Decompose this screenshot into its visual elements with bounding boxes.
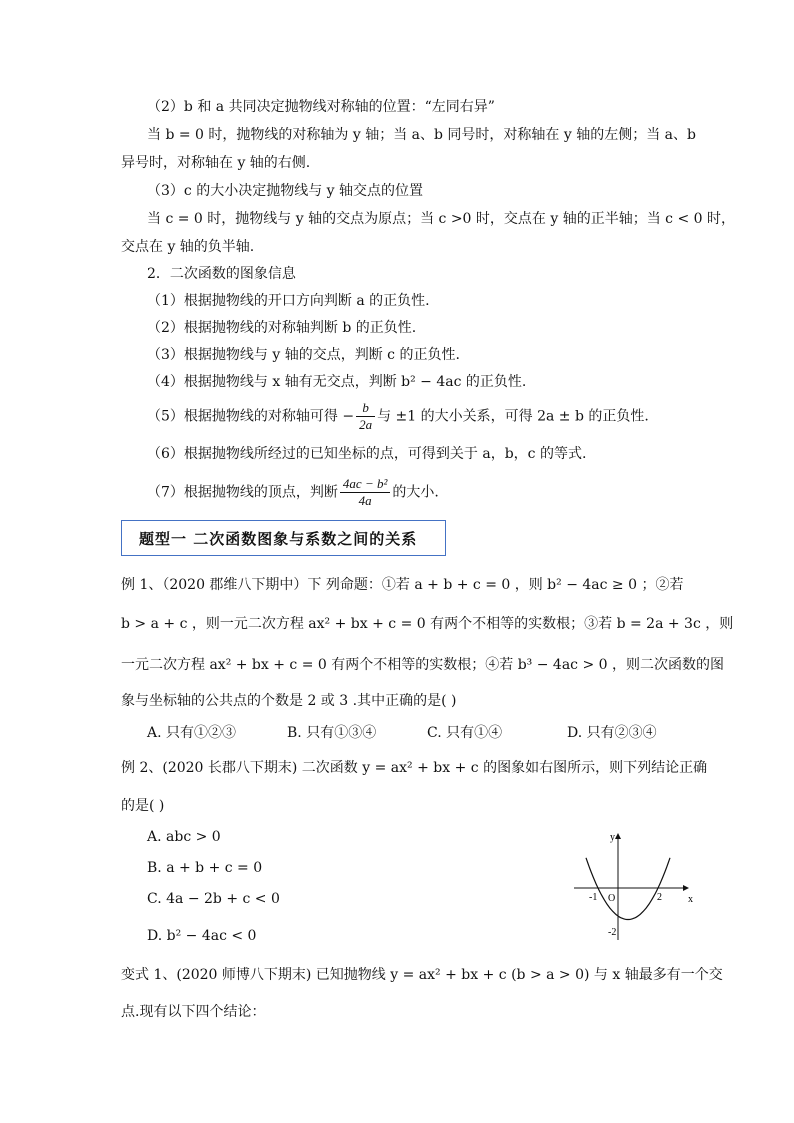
example-2-option: B. a + b + c = 0 xyxy=(147,860,263,876)
x-axis-label: x xyxy=(688,894,693,905)
example-2-line: 的是( ) xyxy=(121,798,165,814)
example-1-line: 象与坐标轴的公共点的个数是 2 或 3 .其中正确的是( ) xyxy=(121,693,457,709)
origin-label: O xyxy=(608,893,616,904)
text-line: （2）b 和 a 共同决定抛物线对称轴的位置：“左同右异” xyxy=(147,99,495,115)
example-1-line: 例 1、（2020 郡维八下期中）下 列命题：①若 a + b + c = 0 ，则 b² − 4ac ≥ 0 ；②若 xyxy=(121,577,684,593)
example-2-line: 例 2、(2020 长郡八下期末) 二次函数 y = ax² + bx + c 的图象如右图所示，则下列结论正确 xyxy=(121,760,708,776)
example-1-line: 一元二次方程 ax² + bx + c = 0 有两个不相等的实数根；④若 b³ − 4ac > 0 ，则二次函数的图 xyxy=(121,657,724,673)
example-2-option: D. b² − 4ac < 0 xyxy=(147,928,257,944)
variation-1-line: 变式 1、(2020 师博八下期末) 已知抛物线 y = ax² + bx + c (b > a > 0) 与 x 轴最多有一个交 xyxy=(121,967,723,983)
text-line: （3）根据抛物线与 y 轴的交点，判断 c 的正负性. xyxy=(147,347,460,363)
option-a: A. 只有①②③ xyxy=(147,725,237,741)
text-line: （3）c 的大小决定抛物线与 y 轴交点的位置 xyxy=(147,183,424,199)
text-line: （6）根据抛物线所经过的已知坐标的点，可得到关于 a，b，c 的等式. xyxy=(147,446,587,462)
parabola-curve xyxy=(586,858,670,920)
variation-1-line: 点.现有以下四个结论： xyxy=(121,1004,266,1020)
section-title-box xyxy=(121,520,446,556)
text-line: 2．二次函数的图象信息 xyxy=(147,266,296,282)
example-2-option: C. 4a − 2b + c < 0 xyxy=(147,891,280,907)
text-line-with-fraction xyxy=(147,400,649,433)
text-segment: （7）根据抛物线的顶点，判断 xyxy=(147,484,338,501)
option-d: D. 只有②③④ xyxy=(567,725,657,741)
text-line: 当 c = 0 时，抛物线与 y 轴的交点为原点；当 c >0 时，交点在 y 轴的正半轴；当 c < 0 时， xyxy=(147,211,736,227)
example-1-line: b > a + c ，则一元二次方程 ax² + bx + c = 0 有两个不相等的实数根；③若 b = 2a + 3c ，则 xyxy=(121,616,734,632)
text-line-with-fraction xyxy=(147,476,439,509)
y-axis-label: y xyxy=(610,832,615,843)
text-segment: 的大小. xyxy=(392,484,439,501)
fraction-numerator: 4ac − b² xyxy=(340,476,390,493)
option-b: B. 只有①③④ xyxy=(287,725,377,741)
x-tick-neg-label: -1 xyxy=(589,892,598,903)
section-title: 题型一 二次函数图象与系数之间的关系 xyxy=(139,530,418,548)
text-segment: 与 ±1 的大小关系，可得 2a ± b 的正负性. xyxy=(377,408,649,425)
fraction-denominator: 4a xyxy=(358,493,372,508)
fraction-numerator: b xyxy=(356,400,375,417)
parabola-graph xyxy=(570,828,700,958)
text-line: 当 b = 0 时，抛物线的对称轴为 y 轴；当 a、b 同号时，对称轴在 y 轴的左侧；当 a、b xyxy=(147,127,696,143)
text-line: （2）根据抛物线的对称轴判断 b 的正负性. xyxy=(147,320,417,336)
fraction-denominator: 2a xyxy=(359,417,373,432)
text-line: 交点在 y 轴的负半轴. xyxy=(121,239,255,255)
y-tick-label: -2 xyxy=(608,927,617,938)
x-tick-pos-label: 2 xyxy=(657,892,662,903)
text-line: （1）根据抛物线的开口方向判断 a 的正负性. xyxy=(147,293,430,309)
option-c: C. 只有①④ xyxy=(427,725,503,741)
fraction xyxy=(340,476,390,509)
text-line: 异号时，对称轴在 y 轴的右侧. xyxy=(121,155,311,171)
fraction xyxy=(356,400,375,433)
example-2-option: A. abc > 0 xyxy=(147,829,221,845)
text-line: （4）根据抛物线与 x 轴有无交点，判断 b² − 4ac 的正负性. xyxy=(147,374,527,390)
text-segment: （5）根据抛物线的对称轴可得 − xyxy=(147,408,355,425)
